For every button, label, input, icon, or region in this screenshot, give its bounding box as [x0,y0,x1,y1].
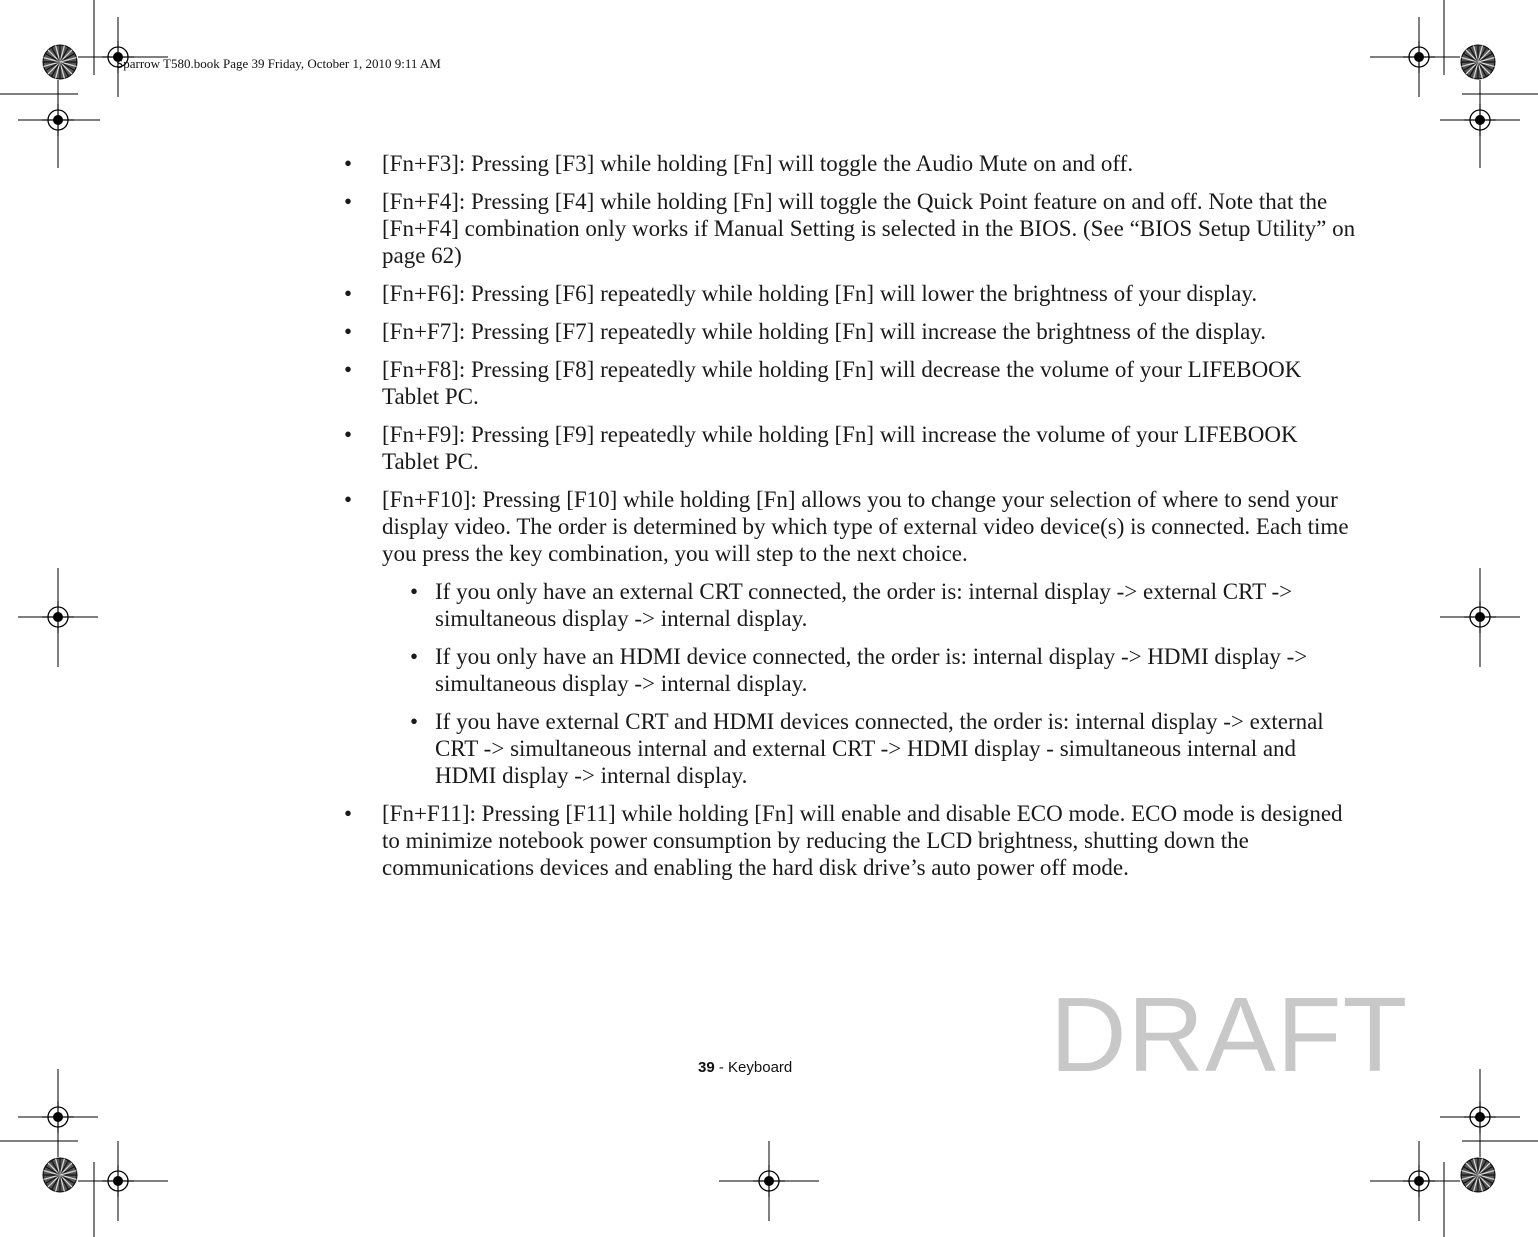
list-item [340,800,1360,881]
starburst-target-icon [43,1158,77,1192]
list-item [340,486,1360,567]
list-item-text: [Fn+F9]: Pressing [F9] repeatedly while holding [Fn] will increase the volume of your LIFEBOOK Tablet PC. [382,422,1298,474]
list-item-text: [Fn+F10]: Pressing [F10] while holding [Fn] allows you to change your selection of where to send your display video. The order is determined by which type of external video device(s) is connected. Each time you press the key combination, you will step to the next choice. [382,487,1349,566]
page-number: 39 [698,1059,715,1076]
bullet-icon: • [410,709,419,734]
sub-list-item-text: If you only have an external CRT connected, the order is: internal display -> external CRT -> simultaneous display -> internal display. [435,579,1293,631]
bullet-icon: • [410,644,419,669]
sub-list-item [340,643,1360,697]
starburst-target-icon [1461,45,1495,79]
list-item [340,280,1360,307]
bullet-icon: • [344,151,353,176]
list-item-text: [Fn+F4]: Pressing [F4] while holding [Fn] will toggle the Quick Point feature on and off. Note that the [Fn+F4] combination only works if Manual Setting is selected in the BIOS. (See “BIOS Setup Utility” on page 62) [382,189,1356,268]
draft-watermark: DRAFT [1050,976,1409,1094]
bullet-icon: • [344,422,353,447]
bullet-icon: • [344,189,353,214]
footer-separator: - [714,1059,729,1076]
bullet-icon: • [344,357,353,382]
list-item-text: [Fn+F8]: Pressing [F8] repeatedly while holding [Fn] will decrease the volume of your LIFEBOOK Tablet PC. [382,357,1302,409]
bullet-icon: • [410,579,419,604]
list-item [340,150,1360,177]
document-body [340,150,1360,881]
list-item-text: [Fn+F6]: Pressing [F6] repeatedly while holding [Fn] will lower the brightness of your display. [382,281,1258,306]
list-item [340,318,1360,345]
sub-list-item [340,578,1360,632]
starburst-target-icon [1461,1158,1495,1192]
list-item-text: [Fn+F3]: Pressing [F3] while holding [Fn] will toggle the Audio Mute on and off. [382,151,1134,176]
bullet-icon: • [344,801,353,826]
print-header-info: Sparrow T580.book Page 39 Friday, October 1, 2010 9:11 AM [116,56,441,71]
list-item [340,356,1360,410]
sub-list-item [340,708,1360,789]
list-item [340,421,1360,475]
bullet-icon: • [344,319,353,344]
list-item-text: [Fn+F11]: Pressing [F11] while holding [Fn] will enable and disable ECO mode. ECO mode is designed to minimize notebook power consumption by reducing the LCD brightness, shutting down the communications devices and enabling the hard disk drive’s auto power off mode. [382,801,1343,880]
bullet-icon: • [344,487,353,512]
list-item-text: [Fn+F7]: Pressing [F7] repeatedly while holding [Fn] will increase the brightness of the display. [382,319,1267,344]
bullet-icon: • [344,281,353,306]
footer-section: Keyboard [728,1059,793,1076]
page-footer [698,1059,792,1076]
sub-list-item-text: If you only have an HDMI device connected, the order is: internal display -> HDMI display -> simultaneous display -> internal display. [435,644,1308,696]
sub-list-item-text: If you have external CRT and HDMI devices connected, the order is: internal display -> external CRT -> simultaneous internal and external CRT -> HDMI display - simultaneous internal and HDMI display -> internal display. [435,709,1324,788]
starburst-target-icon [43,45,77,79]
list-item [340,188,1360,269]
